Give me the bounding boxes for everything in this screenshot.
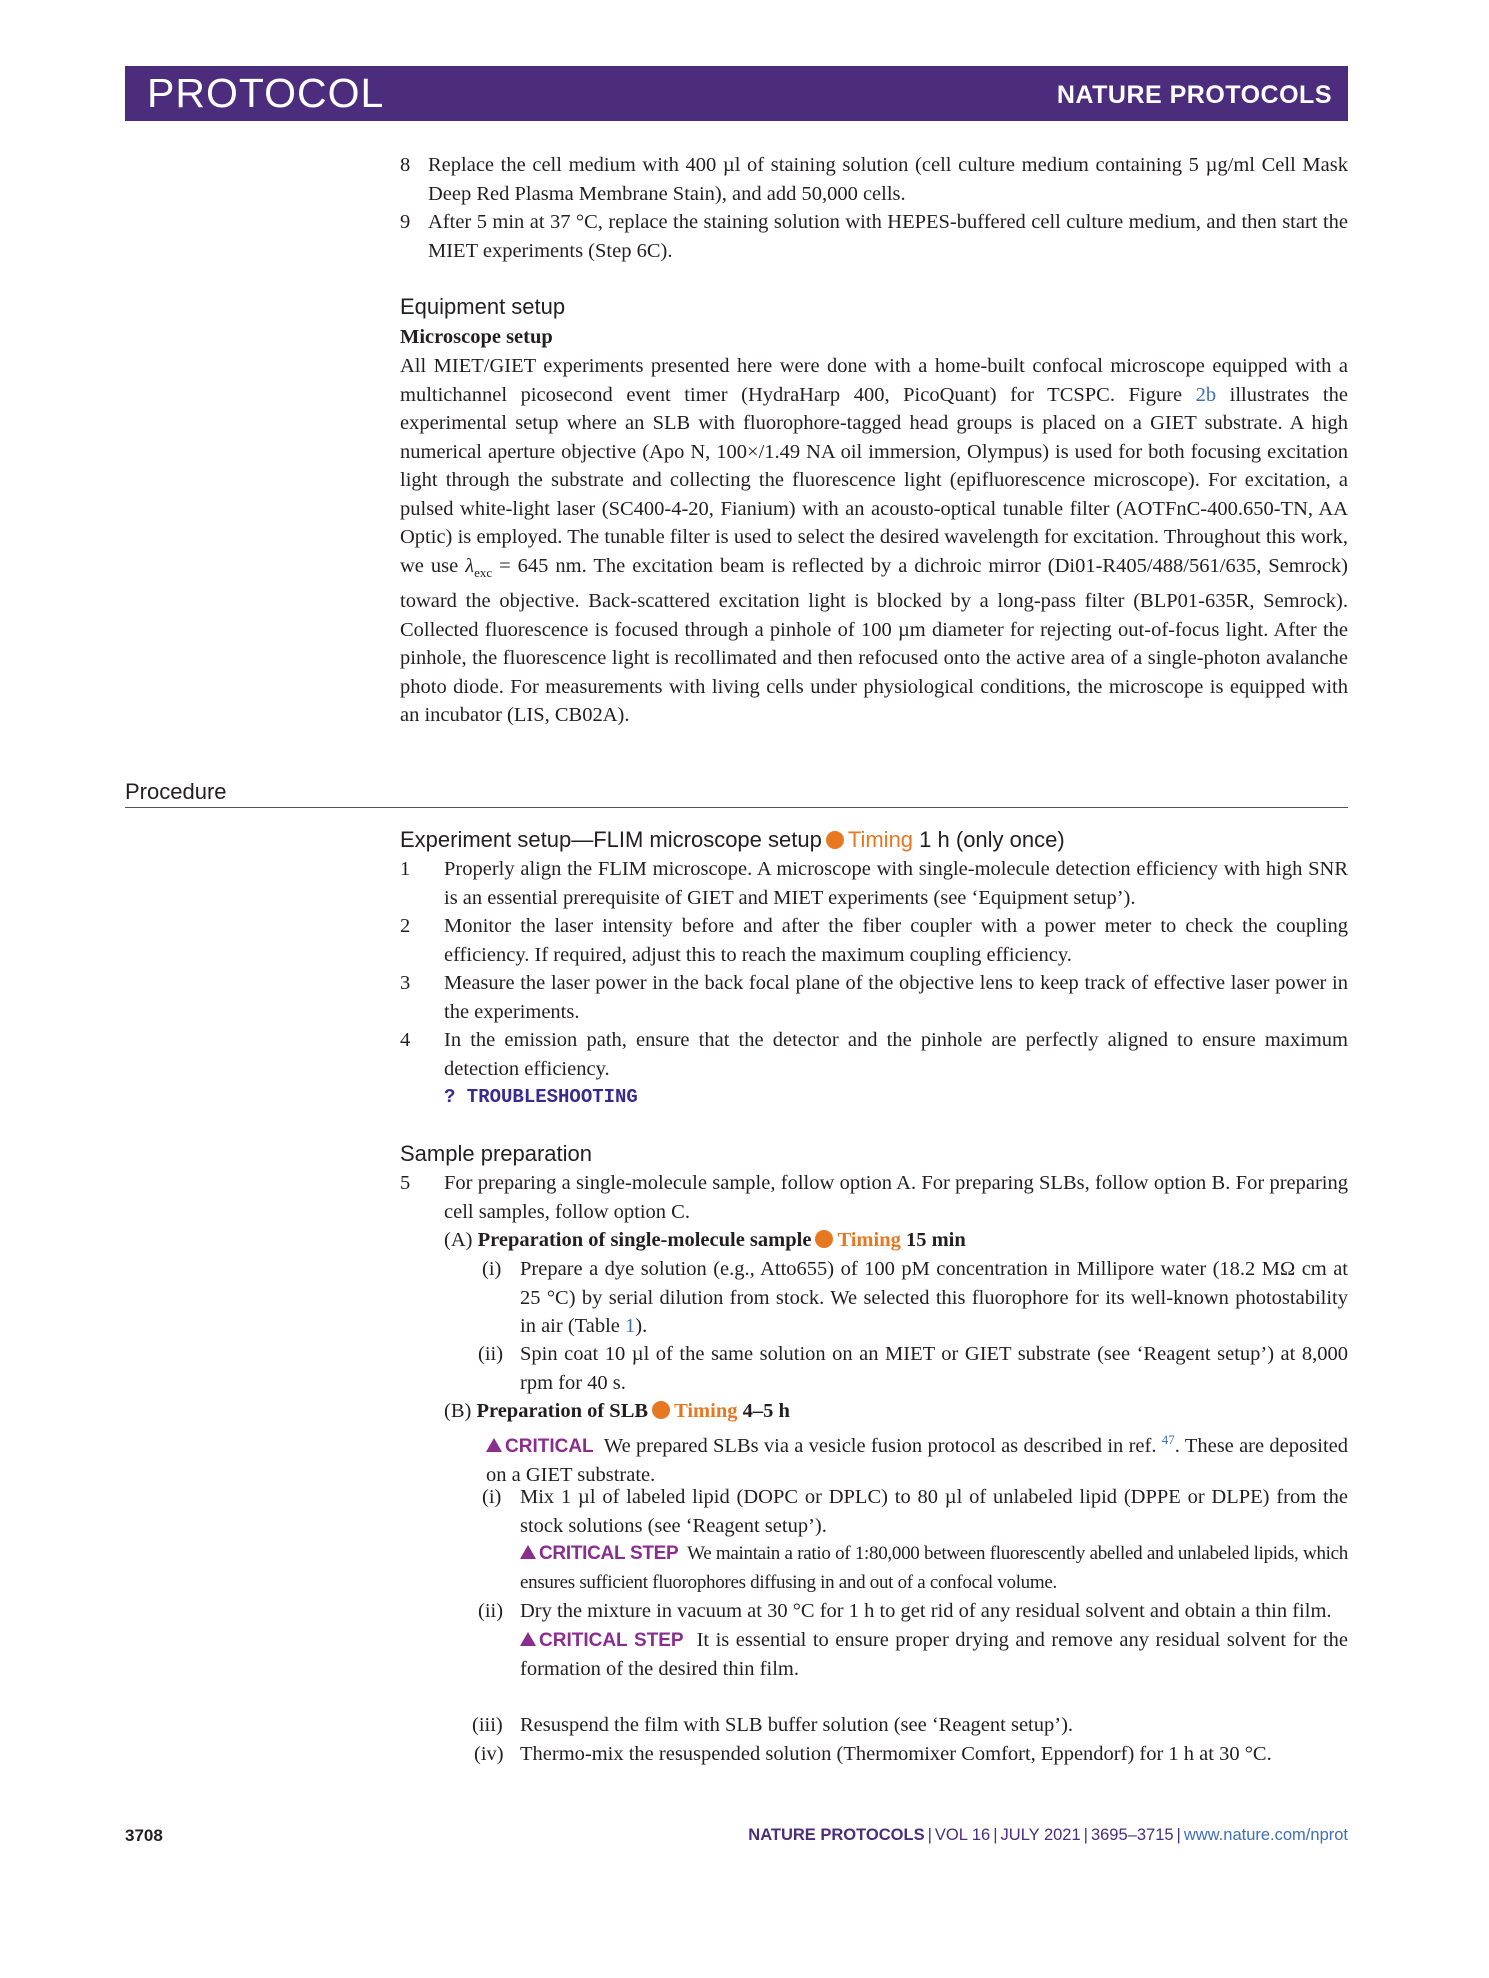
table-link[interactable]: 1: [625, 1315, 636, 1337]
substep-number: (ii): [478, 1343, 504, 1365]
step-text: In the emission path, ensure that the detector and the pinhole are perfectly aligned to ensure maximum detection efficiency.: [444, 1029, 1348, 1080]
critical-text: . These are deposited on a GIET substrate.: [486, 1434, 1348, 1487]
step-number: 5: [400, 1172, 411, 1194]
step-number: 9: [400, 211, 411, 233]
substep-text: Thermo-mix the resuspended solution (Thermomixer Comfort, Eppendorf) for 1 h at 30 °C.: [520, 1743, 1272, 1765]
option-b-step-i: [478, 1483, 1348, 1597]
option-a-step-ii: [478, 1340, 1348, 1397]
warning-triangle-icon: [520, 1632, 536, 1646]
equipment-heading: Equipment setup: [400, 294, 566, 319]
paragraph-text: illustrates the experimental setup where an SLB with fluorophore-tagged head groups is placed on a GIET substrate. A high numerical aperture objective (Apo N, 100×/1.49 NA oil immersion, Olympus) is used for both focusing excitation light through the substrate and collecting the fluorescence light (epifluorescence microscope). For excitation, a pulsed white-light laser (SC400-4-20, Fianium) with an acousto-optical tunable filter (AOTFnC-400.650-TN, AA Optic) is employed. The tunable filter is used to select the desired wavelength for excitation. Throughout this work, we use: [400, 383, 1348, 577]
substep-text: Mix 1 µl of labeled lipid (DOPC or DPLC) to 80 µl of unlabeled lipid (DPPE or DLPE) from the stock solutions (see ‘Reagent setup’).: [520, 1486, 1348, 1537]
option-b: [444, 1397, 1348, 1426]
procedure-rule: [125, 807, 1348, 808]
paragraph-text: All MIET/GIET experiments presented here were done with a home-built confocal microscope equipped with a multichannel picosecond event timer (HydraHarp 400, PicoQuant) for TCSPC. Figure: [400, 355, 1348, 406]
timing-dot-icon: [652, 1401, 670, 1419]
substep-number: (iii): [472, 1714, 503, 1736]
option-b-step-iii: [472, 1711, 1348, 1740]
substep-number: (i): [482, 1486, 502, 1508]
step-number: 4: [400, 1029, 411, 1051]
option-label: (B): [444, 1400, 472, 1422]
sample-heading: Sample preparation: [400, 1141, 593, 1166]
footer-journal: NATURE PROTOCOLS: [748, 1826, 925, 1844]
critical-step-text: It is essential to ensure proper drying and remove any residual solvent for the formation of the desired thin film.: [520, 1628, 1349, 1680]
journal-name: NATURE PROTOCOLS: [1056, 81, 1332, 109]
footer-citation: NATURE PROTOCOLS | VOL 16 | JULY 2021 | 3695–3715 | www.nature.com/nprot: [748, 1826, 1348, 1844]
procedure-label: Procedure: [125, 779, 227, 804]
timing-dot-icon: [815, 1230, 833, 1248]
warning-triangle-icon: [486, 1438, 502, 1452]
flim-heading: [400, 826, 1065, 854]
protocol-label: PROTOCOL: [147, 70, 385, 116]
reference-link[interactable]: 47: [1161, 1432, 1175, 1447]
step-text: Measure the laser power in the back focal plane of the objective lens to keep track of effective laser power in the experiments.: [444, 972, 1348, 1023]
step-text: Monitor the laser intensity before and after the fiber coupler with a power meter to check the coupling efficiency. If required, adjust this to reach the maximum coupling efficiency.: [444, 915, 1348, 966]
option-b-step-ii: [478, 1597, 1348, 1684]
option-b-critical: [486, 1426, 1348, 1490]
option-b-step-iv: [474, 1740, 1348, 1769]
figure-link[interactable]: 2b: [1195, 383, 1217, 406]
step-3: [400, 969, 1348, 1026]
equipment-paragraph: [400, 352, 1348, 730]
warning-triangle-icon: [520, 1545, 536, 1559]
lambda-symbol: λ: [465, 554, 475, 577]
step-text: Replace the cell medium with 400 µl of staining solution (cell culture medium containing 5 µg/ml Cell Mask Deep Red Plasma Membrane Stain), and add 50,000 cells.: [428, 154, 1348, 205]
timing-value: 4–5 h: [742, 1400, 790, 1422]
critical-step-note: [520, 1540, 1348, 1597]
option-label: (A): [444, 1229, 473, 1251]
option-a: [444, 1226, 1348, 1255]
substep-text: Dry the mixture in vacuum at 30 °C for 1 h to get rid of any residual solvent and obtain a thin film.: [520, 1600, 1332, 1622]
step-text: For preparing a single-molecule sample, follow option A. For preparing SLBs, follow option B. For preparing cell samples, follow option C.: [444, 1172, 1348, 1223]
step-number: 2: [400, 915, 411, 937]
timing-label: Timing: [837, 1229, 901, 1251]
step-2: [400, 912, 1348, 969]
timing-value: 15 min: [905, 1229, 966, 1251]
critical-step-text: We maintain a ratio of 1:80,000 between fluorescently abelled and unlabeled lipids, which ensures sufficient fluorophores diffusing in and out of a confocal volume.: [520, 1543, 1348, 1593]
lambda-subscript: exc: [474, 564, 493, 580]
timing-value: 1 h (only once): [919, 827, 1065, 852]
flim-heading-text: Experiment setup—FLIM microscope setup: [400, 827, 822, 852]
step-number: 1: [400, 858, 411, 880]
step-text: After 5 min at 37 °C, replace the staining solution with HEPES-buffered cell culture medium, and then start the MIET experiments (Step 6C).: [428, 211, 1348, 262]
critical-step-note: [520, 1626, 1348, 1684]
timing-label: Timing: [847, 827, 914, 852]
substep-number: (iv): [474, 1743, 504, 1765]
footer-url[interactable]: www.nature.com/nprot: [1183, 1826, 1348, 1844]
substep-text: ).: [635, 1315, 648, 1337]
option-a-step-i: [478, 1255, 1348, 1341]
critical-text: We prepared SLBs via a vesicle fusion protocol as described in ref.: [603, 1434, 1162, 1457]
step-9: [400, 208, 1348, 265]
step-4: [400, 1026, 1348, 1112]
critical-step-label: CRITICAL STEP: [520, 1543, 678, 1564]
header-banner: [125, 66, 1348, 121]
substep-text: Prepare a dye solution (e.g., Atto655) of 100 pM concentration in Millipore water (18.2 MΩ cm at 25 °C) by serial dilution from stock. We selected this fluorophore for its well-known photostability in air (Table: [520, 1258, 1348, 1337]
timing-label: Timing: [674, 1400, 738, 1422]
timing-dot-icon: [826, 831, 844, 849]
microscope-subheading: Microscope setup: [400, 326, 553, 348]
substep-number: (i): [482, 1258, 502, 1280]
option-title: Preparation of SLB: [476, 1400, 649, 1422]
substep-number: (ii): [478, 1600, 504, 1622]
footer-volume: VOL 16: [934, 1826, 991, 1844]
step-8: [400, 151, 1348, 208]
step-1: [400, 855, 1348, 912]
footer-pages: 3695–3715: [1090, 1826, 1174, 1844]
critical-label: CRITICAL: [486, 1436, 594, 1457]
paragraph-text: = 645 nm. The excitation beam is reflected by a dichroic mirror (Di01-R405/488/561/635, Semrock) toward the objective. Back-scattered excitation light is blocked by a long-pass filter (BLP01-635R, Semrock). Collected fluorescence is focused through a pinhole of 100 µm diameter for rejecting out-of-focus light. After the pinhole, the fluorescence light is recollimated and then refocused onto the active area of a single-photon avalanche photo diode. For measurements with living cells under physiological conditions, the microscope is equipped with an incubator (LIS, CB02A).: [400, 554, 1348, 727]
footer-date: JULY 2021: [1000, 1826, 1081, 1844]
step-number: 3: [400, 972, 411, 994]
option-title: Preparation of single-molecule sample: [477, 1229, 812, 1251]
step-number: 8: [400, 154, 411, 176]
troubleshooting-link[interactable]: ? TROUBLESHOOTING: [444, 1086, 638, 1108]
step-5: [400, 1169, 1348, 1226]
substep-text: Resuspend the film with SLB buffer solution (see ‘Reagent setup’).: [520, 1714, 1074, 1736]
critical-step-label: CRITICAL STEP: [520, 1630, 684, 1651]
substep-text: Spin coat 10 µl of the same solution on an MIET or GIET substrate (see ‘Reagent setup’) at 8,000 rpm for 40 s.: [520, 1343, 1348, 1394]
step-text: Properly align the FLIM microscope. A microscope with single-molecule detection efficiency with high SNR is an essential prerequisite of GIET and MIET experiments (see ‘Equipment setup’).: [444, 858, 1348, 909]
page-number: 3708: [125, 1826, 163, 1845]
